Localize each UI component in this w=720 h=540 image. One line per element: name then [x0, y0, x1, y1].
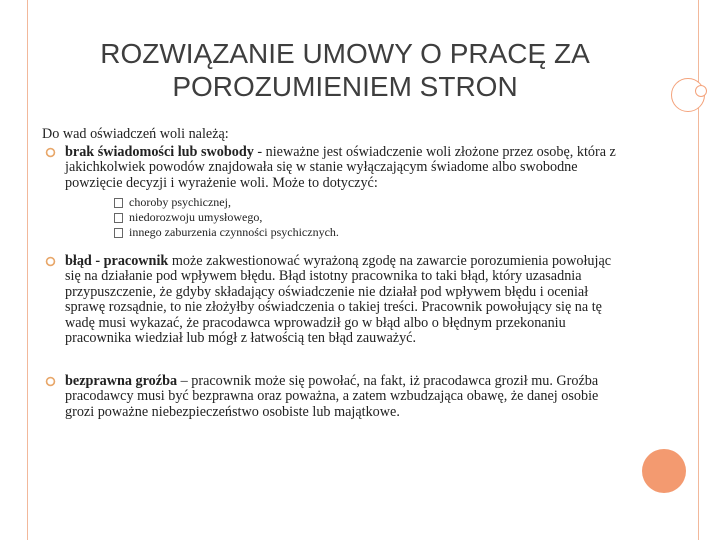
sub-list: [65, 195, 622, 241]
bullet-text: - nieważne jest oświadczenie woli złożone przez osobę, która z jakichkolwiek powodów znajdowała się w stanie wyłączającym świadome albo swobodne powzięcie decyzji i wyrażenie woli. Może to dotyczyć:: [65, 143, 616, 191]
bullet-term: bezprawna groźba: [65, 372, 178, 389]
sub-list-item: niedorozwoju umysłowego,: [114, 210, 622, 225]
bullet-term: brak świadomości lub swobody: [65, 143, 254, 160]
bullet-item: [42, 374, 622, 421]
intro-text: Do wad oświadczeń woli należą:: [42, 126, 229, 142]
bullet-text: może zakwestionować wyrażoną zgodę na zawarcie porozumienia powołując się na działanie pod wpływem błędu. Błąd istotny pracownika to taki błąd, który uzasadnia przypuszczenie, że gdyby składający oświadczenie nie działał pod wpływem błędu i oceniał sprawę rozsądnie, to nie złożyłby oświadczenia o takiej treści. Pracownik powołujący się na tę wadę musi wykazać, że pracodawca wprowadził go w błąd albo o błędnym przekonaniu pracownika wiedział lub mógł z łatwością ten błąd zauważyć.: [65, 252, 612, 347]
bullet-ring-icon: [45, 376, 56, 387]
bullet-text: – pracownik może się powołać, na fakt, iż pracodawca groził mu. Groźba pracodawcy musi być bezprawna oraz poważna, a zatem wzbudzająca obawę, że danej osobie grozi poważne niebezpieczeństwo osobiste lub majątkowe.: [65, 372, 599, 420]
bullet-ring-icon: [45, 256, 56, 267]
sub-list-item: choroby psychicznej,: [114, 195, 622, 210]
checkbox-icon: [114, 198, 123, 208]
bullet-term: błąd - pracownik: [65, 252, 169, 269]
bullet-ring-icon: [45, 147, 56, 158]
checkbox-icon: [114, 228, 123, 238]
decor-circle-filled: [642, 449, 686, 493]
decor-circle-small-outline: [695, 85, 707, 97]
sub-list-item: innego zaburzenia czynności psychicznych.: [114, 225, 622, 240]
slide-content: [42, 127, 622, 420]
slide-title: ROZWIĄZANIE UMOWY O PRACĘ ZA POROZUMIENIEM STRON: [100, 38, 590, 102]
bullet-item: [42, 145, 622, 241]
bullet-item: [42, 254, 622, 347]
checkbox-icon: [114, 213, 123, 223]
